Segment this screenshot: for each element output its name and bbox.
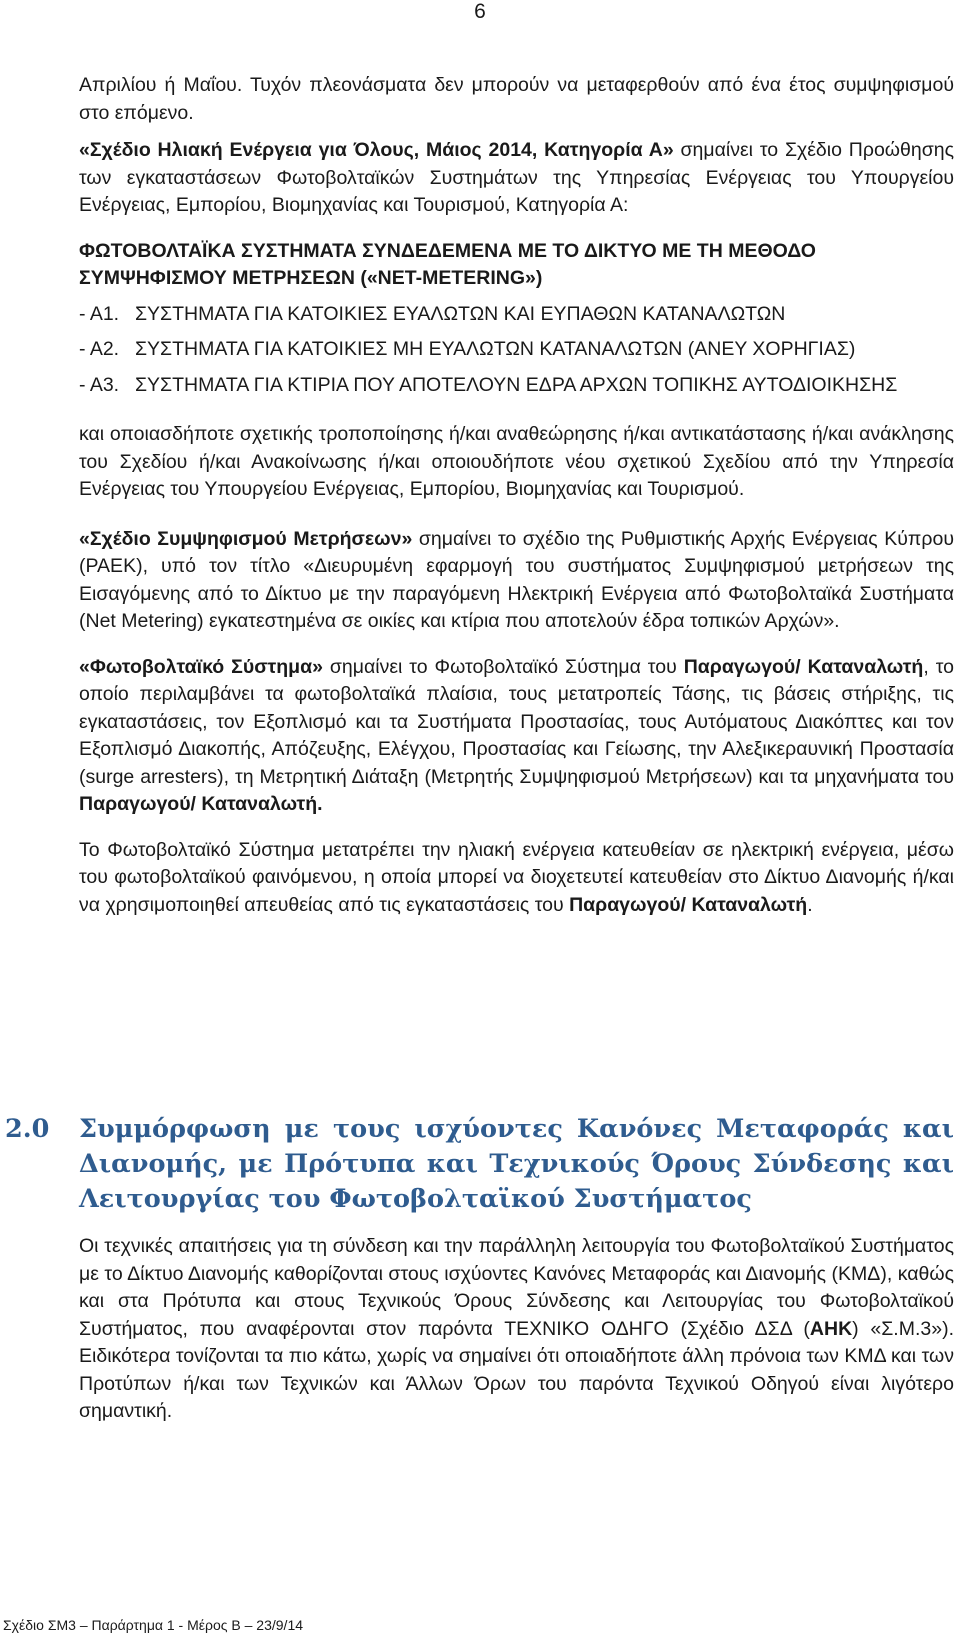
page-footer: Σχέδιο ΣΜ3 – Παράρτημα 1 - Μέρος Β – 23/9/14 xyxy=(3,1617,304,1633)
producer-consumer: Παραγωγού/ Καταναλωτή. xyxy=(79,793,323,815)
definition-term: «Σχέδιο Ηλιακή Ενέργεια για Όλους, Μάιος 2014, Κατηγορία Α» xyxy=(79,139,674,161)
section-number: 2.0 xyxy=(5,1114,50,1144)
pv-conversion-paragraph xyxy=(79,837,954,920)
definition-text: σημαίνει το Σχέδιο Προώθησης των εγκαταστάσεων Φωτοβολταϊκών Συστημάτων της Υπηρεσίας Ενέργειας του Υπουργείου Ενέργειας, Εμπορίου, Βιομηχανίας και Τουρισμού, Κατηγορία Α: xyxy=(79,139,955,216)
list-item-text: ΣΥΣΤΗΜΑΤΑ ΓΙΑ ΚΤΙΡΙΑ ΠΟΥ ΑΠΟΤΕΛΟΥΝ ΕΔΡΑ ΑΡΧΩΝ ΤΟΠΙΚΗΣ ΑΥΤΟΔΙΟΙΚΗΣΗΣ xyxy=(135,373,898,396)
intro-paragraph: Απριλίου ή Μαΐου. Τυχόν πλεονάσματα δεν μπορούν να μεταφερθούν από ένα έτος συμψηφισμού στο επόμενο. xyxy=(79,74,954,124)
list-item-code: - Α3. xyxy=(79,373,120,396)
producer-consumer: Παραγωγού/ Καταναλωτή xyxy=(569,893,808,916)
page-number: 6 xyxy=(474,0,486,23)
list-item xyxy=(79,301,954,329)
producer-consumer: Παραγωγού/ Καταναλωτή xyxy=(683,655,924,678)
paragraph-text: Το Φωτοβολταϊκό Σύστημα μετατρέπει την ηλιακή ενέργεια κατευθείαν σε ηλεκτρική ενέργεια, μέσω του φωτοβολταϊκού φαινόμενου, η οποία μπορεί να διοχετευτεί κατευθείαν στο Δίκτυο Διανομής ή/και να χρησιμοποιηθεί απευθείας από τις εγκαταστάσεις του xyxy=(79,838,954,916)
list-item-code: - Α1. xyxy=(79,302,120,325)
paragraph-text: ) «Σ.Μ.3»). Ειδικότερα τονίζονται τα πιο κάτω, χωρίς να σημαίνει ότι οποιαδήποτε άλλη πρόνοια των ΚΜΔ και των Προτύπων ή/και των Τεχνικών και Άλλων Όρων του παρόντα Τεχνικού Οδηγού είναι λιγότερο σημαντική. xyxy=(79,1317,954,1422)
definition-metering xyxy=(79,526,954,636)
list-item-code: - Α2. xyxy=(79,338,120,360)
list-item xyxy=(79,372,954,400)
ahk-abbreviation: ΑΗΚ xyxy=(809,1317,853,1340)
section-title: Συμμόρφωση με τους ισχύοντες Κανόνες Μεταφοράς και Διανομής, με Πρότυπα και Τεχνικούς Όρους Σύνδεσης και Λειτουργίας του Φωτοβολταϊκού Συστήματος xyxy=(79,1114,954,1214)
list-item xyxy=(79,336,954,364)
paragraph-text: . xyxy=(807,893,813,916)
list-item-text: ΣΥΣΤΗΜΑΤΑ ΓΙΑ ΚΑΤΟΙΚΙΕΣ ΕΥΑΛΩΤΩΝ ΚΑΙ ΕΥΠΑΘΩΝ ΚΑΤΑΝΑΛΩΤΩΝ xyxy=(135,302,786,325)
category-title: ΦΩΤΟΒΟΛΤΑΪΚΑ ΣΥΣΤΗΜΑΤΑ ΣΥΝΔΕΔΕΜΕΝΑ ΜΕ ΤΟ ΔΙΚΤΥΟ ΜΕ ΤΗ ΜΕΘΟΔΟ ΣΥΜΨΗΦΙΣΜΟΥ ΜΕΤΡΗΣΕΩΝ («NET-METERING») xyxy=(79,239,816,289)
list-item-text: ΣΥΣΤΗΜΑΤΑ ΓΙΑ ΚΑΤΟΙΚΙΕΣ ΜΗ ΕΥΑΛΩΤΩΝ ΚΑΤΑΝΑΛΩΤΩΝ (ΑΝΕΥ ΧΟΡΗΓΙΑΣ) xyxy=(135,338,856,360)
document-body xyxy=(79,72,954,919)
definition-term: «Σχέδιο Συμψηφισμού Μετρήσεων» xyxy=(79,527,413,550)
definition-text: σημαίνει το Φωτοβολταϊκό Σύστημα του xyxy=(322,655,684,678)
definition-term: «Φωτοβολταϊκό Σύστημα» xyxy=(79,655,323,678)
definition-solar-plan xyxy=(79,137,954,220)
definition-text: σημαίνει το σχέδιο της Ρυθμιστικής Αρχής Ενέργειας Κύπρου (ΡΑΕΚ), υπό τον τίτλο «Διευρυμένη εφαρμογή του συστήματος Συμψηφισμού μετρήσεων της Εισαγόμενης από το Δίκτυο με την παραγόμενη Ηλεκτρική Ενέργεια από Φωτοβολταϊκά Συστήματα (Net Metering) εγκατεστημένα σε οικίες και κτίρια που αποτελούν έδρα τοπικών Αρχών». xyxy=(79,527,954,632)
paragraph-text: Οι τεχνικές απαιτήσεις για τη σύνδεση και την παράλληλη λειτουργία του Φωτοβολταϊκού Συστήματος με το Δίκτυο Διανομής καθορίζονται στους ισχύοντες Κανόνες Μεταφοράς και Διανομής (ΚΜΔ), καθώς και στα Πρότυπα και στους Τεχνικούς Όρους Σύνδεσης και Λειτουργίας του Φωτοβολταϊκού Συστήματος, που αναφέρονται στον παρόντα ΤΕΧΝΙΚΟ ΟΔΗΓΟ (Σχέδιο ΔΣΔ ( xyxy=(79,1235,954,1340)
category-list xyxy=(79,301,954,400)
definition-pv-system xyxy=(79,654,954,819)
definition-text: , το οποίο περιλαμβάνει τα φωτοβολταϊκά πλαίσια, τους μετατροπείς Τάσης, τις βάσεις στήριξης, τις εγκαταστάσεις, τον Εξοπλισμό και τα Συστήματα Προστασίας, τους Αυτόματους Διακόπτες και τον Εξοπλισμό Διακοπής, Απόζευξης, Ελέγχου, Προστασίας και Γείωσης, την Αλεξικεραυνική Προστασία (surge arresters), τη Μετρητική Διάταξη (Μετρητής Συμψηφισμού Μετρήσεων) και τα μηχανήματα του xyxy=(79,655,954,788)
amendment-paragraph: και οποιασδήποτε σχετικής τροποποίησης ή/και αναθεώρησης ή/και αντικατάστασης ή/και ανάκλησης του Σχεδίου ή/και Ανακοίνωσης ή/και οποιουδήποτε νέου σχετικού Σχεδίου από την Υπηρεσία Ενέργειας του Υπουργείου Ενέργειας, Εμπορίου, Βιομηχανίας και Τουρισμού. xyxy=(79,423,954,500)
section-paragraph xyxy=(79,1233,954,1426)
